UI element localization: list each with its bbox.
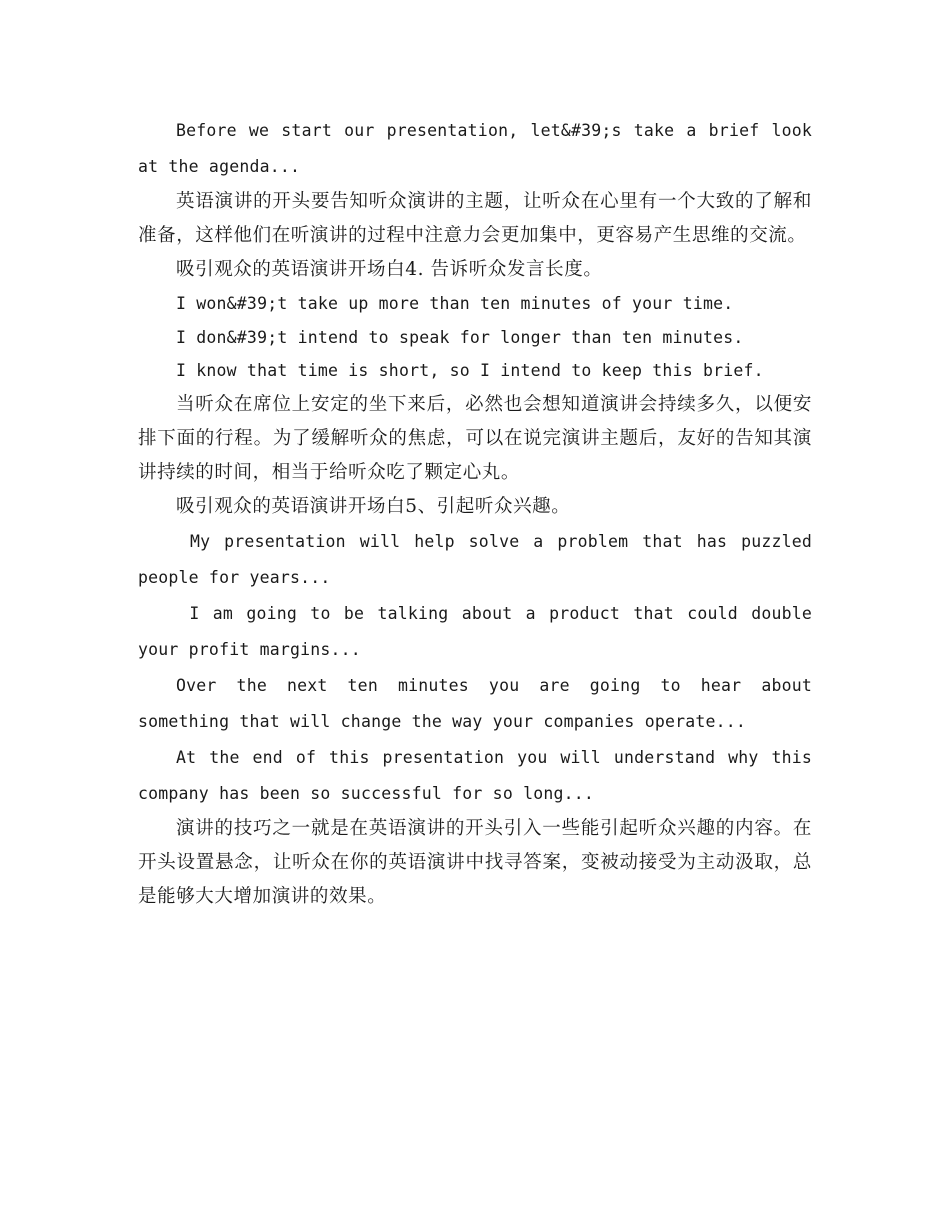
example-sentence: I won&#39;t take up more than ten minutes of your time.: [176, 294, 734, 313]
example-sentence: At the end of this presentation you will understand why this company has been so successful for so long...: [138, 747, 812, 803]
example-sentence: I am going to be talking about a product that could double your profit margins...: [138, 603, 823, 659]
paragraph-interest-explanation: 演讲的技巧之一就是在英语演讲的开头引入一些能引起听众兴趣的内容。在开头设置悬念，让听众在你的英语演讲中找寻答案，变被动接受为主动汲取，总是能够大大增加演讲的效果。: [138, 817, 812, 907]
section-heading-4: 吸引观众的英语演讲开场白4. 告诉听众发言长度。: [176, 259, 603, 280]
example-sentence: I know that time is short, so I intend to keep this brief.: [176, 361, 764, 380]
example-sentence: Over the next ten minutes you are going to hear about something that will change the way your companies operate...: [138, 675, 812, 731]
paragraph-topic-explanation: 英语演讲的开头要告知听众演讲的主题，让听众在心里有一个大致的了解和准备，这样他们在听演讲的过程中注意力会更加集中，更容易产生思维的交流。: [138, 191, 812, 246]
example-sentence: My presentation will help solve a problem that has puzzled people for years...: [138, 531, 823, 587]
section-heading-5: 吸引观众的英语演讲开场白5、引起听众兴趣。: [176, 495, 571, 517]
paragraph-agenda: Before we start our presentation, let&#39;s take a brief look at the agenda...: [138, 121, 812, 176]
example-sentence: I don&#39;t intend to speak for longer than ten minutes.: [176, 327, 744, 347]
document-body: [138, 113, 823, 914]
paragraph-length-explanation: 当听众在席位上安定的坐下来后，必然也会想知道演讲会持续多久，以便安排下面的行程。为了缓解听众的焦虑，可以在说完演讲主题后，友好的告知其演讲持续的时间，相当于给听众吃了颗定心丸。: [138, 393, 812, 483]
